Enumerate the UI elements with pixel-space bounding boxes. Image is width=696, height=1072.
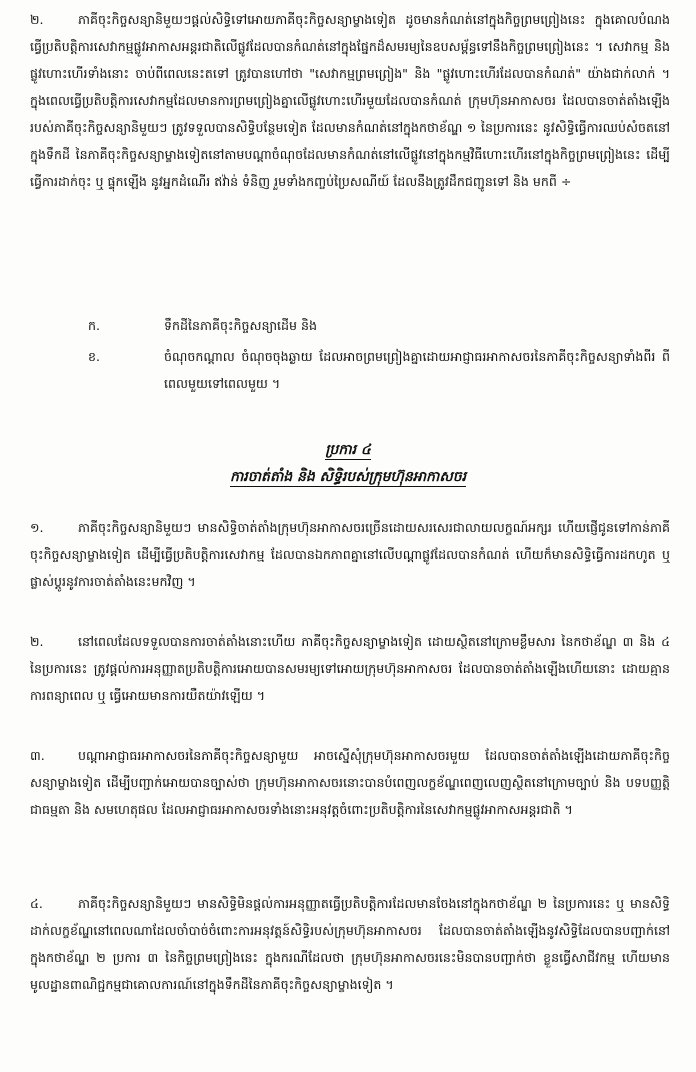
list-item-mark: ក.: [88, 318, 100, 333]
paragraph-text: បណ្តាអាជ្ញាធរអាកាសចរនៃភាគីចុះកិច្ចសន្យាមួយ អាចស្នើសុំក្រុមហ៊ុនអាកាសចរមួយ ដែលបានចាត់តាំងឡើងដោយភាគីចុះកិច្ចសន្យាម្ខាងទៀត ដើម្បីបញ្ជាក់អោយបានច្បាស់ថា ក្រុមហ៊ុនអាកាសចរនោះបានបំពេញលក្ខខ័ណ្ឌពេញលេញស្ថិតនៅក្រោមច្បាប់ និង បទបញ្ញត្តិជាធម្មតា និង សមហេតុផល ដែលអាជ្ញាធរអាកាសចរទាំងនោះអនុវត្តចំពោះប្រតិបត្តិការនៃសេវាកម្មផ្លូវអាកាសអន្តរជាតិ ។: [30, 748, 670, 817]
paragraph-number: ២.: [30, 634, 44, 649]
paragraph-text: ភាគីចុះកិច្ចសន្យានិមួយៗ មានសិទ្ធិមិនផ្តល់ការអនុញ្ញាតធ្វើប្រតិបត្តិការដែលមានចែងនៅក្នុងកថាខ័ណ្ឌ ២ នៃប្រការនេះ ឬ មានសិទ្ធិដាក់លក្ខខ័ណ្ឌនៅពេលណាដែលចាំបាច់ចំពោះការអនុវត្តន៍សិទ្ធិរបស់ក្រុមហ៊ុនអាកាសចរ ដែលបានចាត់តាំងឡើងនូវសិទ្ធិដែលបានបញ្ជាក់នៅក្នុងកថាខ័ណ្ឌ ២ ប្រការ ៣ នៃកិច្ចព្រមព្រៀងនេះ ក្នុងករណីដែលថា ក្រុមហ៊ុនអាកាសចរនេះមិនបានបញ្ជាក់ថា ខ្លួនធ្វើសាជីវកម្ម ហើយមានមូលដ្ឋានពាណិជ្ជកម្មជាគោលការណ៍នៅក្នុងទឹកដីនៃភាគីចុះកិច្ចសន្យាម្ខាងទៀត ។: [30, 896, 670, 992]
paragraph-number: ២.: [30, 12, 44, 27]
list-item-text: ទឹកដីនៃភាគីចុះកិច្ចសន្យាដើម និង: [164, 318, 318, 333]
paragraph-text: ភាគីចុះកិច្ចសន្យានិមួយៗផ្តល់សិទ្ធិទៅអោយភាគីចុះកិច្ចសន្យាម្ខាងទៀត ដូចមានកំណត់នៅក្នុងកិច្ចព្រមព្រៀងនេះ ក្នុងគោលបំណងធ្វើប្រតិបត្តិការសេវាកម្មផ្លូវអាកាសអន្តរជាតិលើផ្លូវដែលបានកំណត់នៅក្នុងផ្នែកដ៏សមរម្យនៃឧបសម្ព័ន្ធទៅនឹងកិច្ចព្រមព្រៀងនេះ ។ សេវាកម្ម និង ផ្លូវហោះហើរទាំងនោះ ចាប់ពីពេលនេះតទៅ ត្រូវបានហៅថា "សេវាកម្មព្រមព្រៀង" និង "ផ្លូវហោះហើរដែលបានកំណត់" យ៉ាងជាក់លាក់ ។ ក្នុងពេលធ្វើប្រតិបត្តិការសេវាកម្មដែលមានការព្រមព្រៀងគ្នាលើផ្លូវហោះហើរមួយដែលបានកំណត់ ក្រុមហ៊ុនអាកាសចរ ដែលបានចាត់តាំងឡើងរបស់ភាគីចុះកិច្ចសន្យានិមួយៗ ត្រូវទទួលបានសិទ្ធិបន្ថែមទៀត ដែលមានកំណត់នៅក្នុងកថាខ័ណ្ឌ ១ នៃប្រការនេះ នូវសិទ្ធិធ្វើការឈប់សំចតនៅក្នុងទឹកដី នៃភាគីចុះកិច្ចសន្យាម្ខាងទៀតនៅតាមបណ្តាចំណុចដែលមានកំណត់នៅលើផ្លូវនៅក្នុងកម្មវិធីហោះហើរនៅក្នុងកិច្ចព្រមព្រៀងនេះ ដើម្បីធ្វើការដាក់ចុះ ឬ ផ្ទុកឡើង នូវអ្នកដំណើរ ឥវ៉ាន់ ទំនិញ រួមទាំងកញ្ចប់ប្រៃសណីយ៍ ដែលនឹងត្រូវដឹកជញ្ជូនទៅ និង មកពី ÷: [30, 12, 670, 189]
list-item-a: [88, 312, 670, 339]
list-item-text: ចំណុចកណ្តាល ចំណុចចុងឆ្ងាយ ដែលអាចព្រមព្រៀងគ្នាដោយអាជ្ញាធរអាកាសចរនៃភាគីចុះកិច្ចសន្យាទាំងពីរ ពីពេលមួយទៅពេលមួយ ។: [164, 349, 670, 391]
article-title: ការចាត់តាំង និង សិទ្ធិរបស់ក្រុមហ៊ុនអាកាសចរ: [229, 469, 467, 485]
paragraph-withhold-authorization: [30, 890, 670, 1052]
paragraph-number: ៤.: [30, 896, 43, 911]
list-item-b: [88, 343, 670, 397]
list-item-mark: ខ.: [88, 349, 100, 364]
paragraph-text: នៅពេលដែលទទួលបានការចាត់តាំងនោះហើយ ភាគីចុះកិច្ចសន្យាម្ខាងទៀត ដោយស្ថិតនៅក្រោមខ្លឹមសារ នៃកថាខ័ណ្ឌ ៣ និង ៤ នៃប្រការនេះ ត្រូវផ្តល់ការអនុញ្ញាតប្រតិបត្តិការអោយបានសមរម្យទៅអោយក្រុមហ៊ុនអាកាសចរ ដែលបានចាត់តាំងឡើងហើយនោះ ដោយគ្មានការពន្យាពេល ឬ ធ្វើអោយមានការយឺតយ៉ាវឡើយ ។: [30, 634, 670, 703]
paragraph-text: ភាគីចុះកិច្ចសន្យានិមួយៗ មានសិទ្ធិចាត់តាំងក្រុមហ៊ុនអាកាសចរច្រើនដោយសរសេរជាលាយលក្ខណ៍អក្សរ ហើយផ្ញើជូនទៅកាន់ភាគីចុះកិច្ចសន្យាម្ខាងទៀត ដើម្បីធ្វើប្រតិបត្តិការសេវាកម្ម ដែលបានឯកភាពគ្នានៅលើបណ្តាផ្លូវដែលបានកំណត់ ហើយក៏មានសិទ្ធិធ្វើការដកហូត ឬ ផ្លាស់ប្តូរនូវការចាត់តាំងនេះមកវិញ ។: [30, 520, 670, 589]
paragraph-number: ១.: [30, 520, 44, 535]
paragraph-aeronautical-authorities: [30, 742, 670, 850]
paragraph-designation: [30, 514, 670, 595]
article-number: ប្រការ ៤: [325, 442, 371, 458]
paragraph-number: ៣.: [30, 748, 45, 763]
paragraph-authorization: [30, 628, 670, 709]
paragraph-grant-rights: [30, 6, 670, 276]
